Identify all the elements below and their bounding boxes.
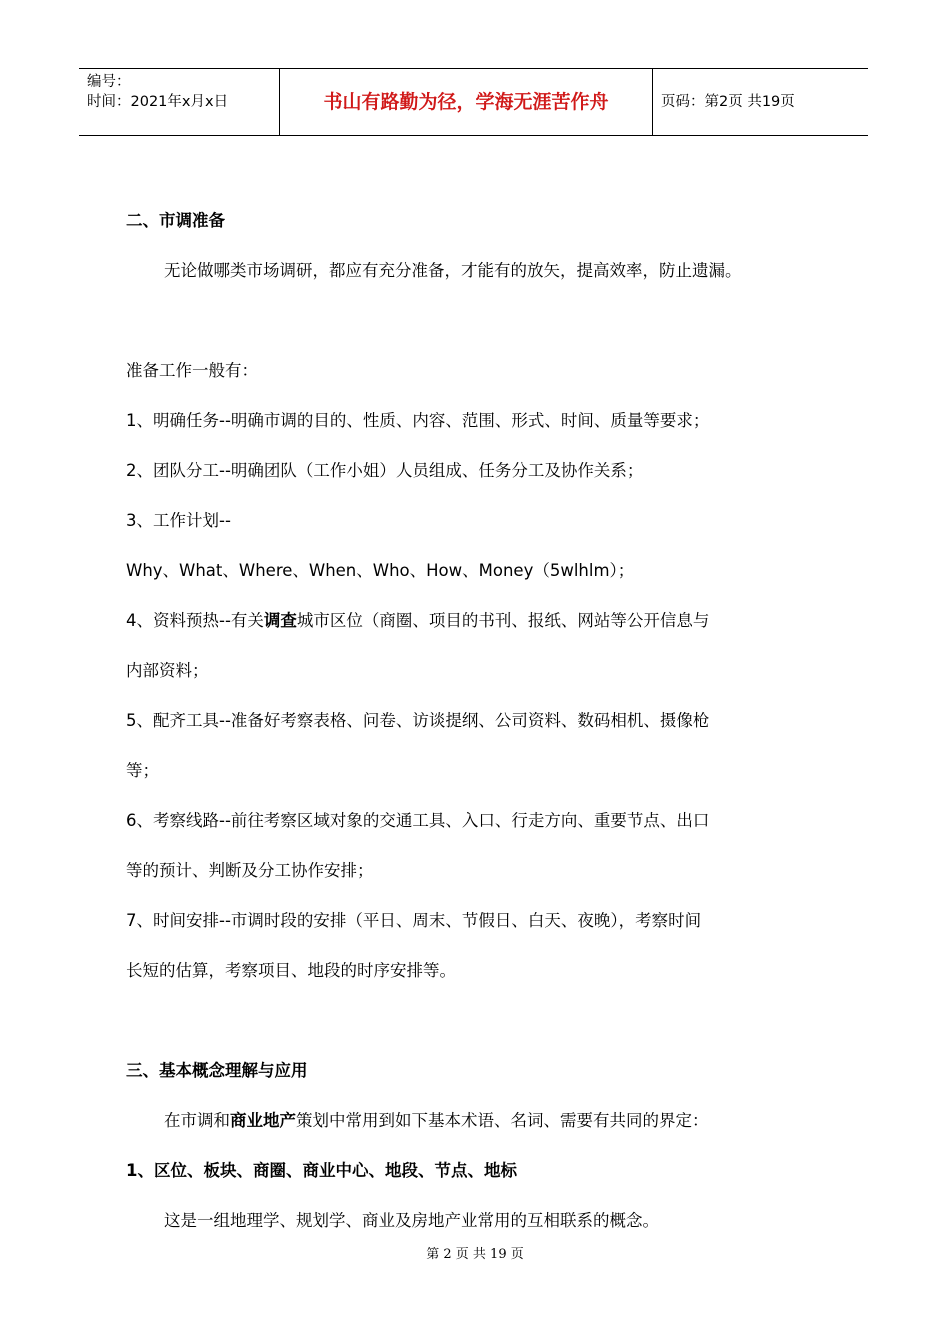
list-item-7-continued: 长短的估算，考察项目、地段的时序安排等。 <box>126 961 456 980</box>
section-3-intro-lead: 在市调和 <box>164 1111 230 1130</box>
list-item-4-rest: 城市区位（商圈、项目的书刊、报纸、网站等公开信息与 <box>296 611 710 630</box>
blank-line <box>126 996 826 1046</box>
section-3-title: 三、基本概念理解与应用 <box>126 1061 308 1080</box>
number-label: 编号： <box>87 74 131 90</box>
list-item-7: 7、时间安排--市调时段的安排（平日、周末、节假日、白天、夜晚），考察时间 <box>126 911 702 930</box>
document-body <box>126 196 826 1246</box>
list-item-4-continued: 内部资料； <box>126 661 209 680</box>
subsection-1-title: 1、区位、板块、商圈、商业中心、地段、节点、地标 <box>126 1161 517 1180</box>
blank-line <box>126 296 826 346</box>
list-item-6-continued: 等的预计、判断及分工协作安排； <box>126 861 374 880</box>
header-meta-cell <box>79 69 280 135</box>
header-motto: 书山有路勤为径，学海无涯苦作舟 <box>280 69 653 135</box>
list-item-4-bold: 调查 <box>263 611 297 630</box>
section-2-title: 二、市调准备 <box>126 211 225 230</box>
section-3-intro-bold: 商业地产 <box>230 1111 296 1130</box>
header-page-info: 页码：第2页 共19页 <box>661 94 795 110</box>
list-item-3-continued: Why、What、Where、When、Who、How、Money（5wlhlm）； <box>126 561 635 580</box>
list-item-6: 6、考察线路--前往考察区域对象的交通工具、入口、行走方向、重要节点、出口 <box>126 811 710 830</box>
list-item-2: 2、团队分工--明确团队（工作小姐）人员组成、任务分工及协作关系； <box>126 461 644 480</box>
section-2-intro: 无论做哪类市场调研，都应有充分准备，才能有的放矢，提高效率，防止遗漏。 <box>164 261 742 280</box>
list-item-3: 3、工作计划-- <box>126 511 231 530</box>
list-item-4 <box>126 596 826 646</box>
page-header <box>79 68 868 136</box>
list-item-5: 5、配齐工具--准备好考察表格、问卷、访谈提纲、公司资料、数码相机、摄像枪 <box>126 711 710 730</box>
time-label: 时间：2021年x月x日 <box>87 94 229 110</box>
page-footer: 第 2 页 共 19 页 <box>426 1247 524 1262</box>
list-item-1: 1、明确任务--明确市调的目的、性质、内容、范围、形式、时间、质量等要求； <box>126 411 710 430</box>
section-3-intro-rest: 策划中常用到如下基本术语、名词、需要有共同的界定： <box>296 1111 709 1130</box>
list-item-4-lead: 4、资料预热--有关 <box>126 611 264 630</box>
list-item-5-continued: 等； <box>126 761 159 780</box>
section-3-intro <box>126 1096 826 1146</box>
prep-heading: 准备工作一般有： <box>126 361 258 380</box>
subsection-1-text: 这是一组地理学、规划学、商业及房地产业常用的互相联系的概念。 <box>164 1211 659 1230</box>
